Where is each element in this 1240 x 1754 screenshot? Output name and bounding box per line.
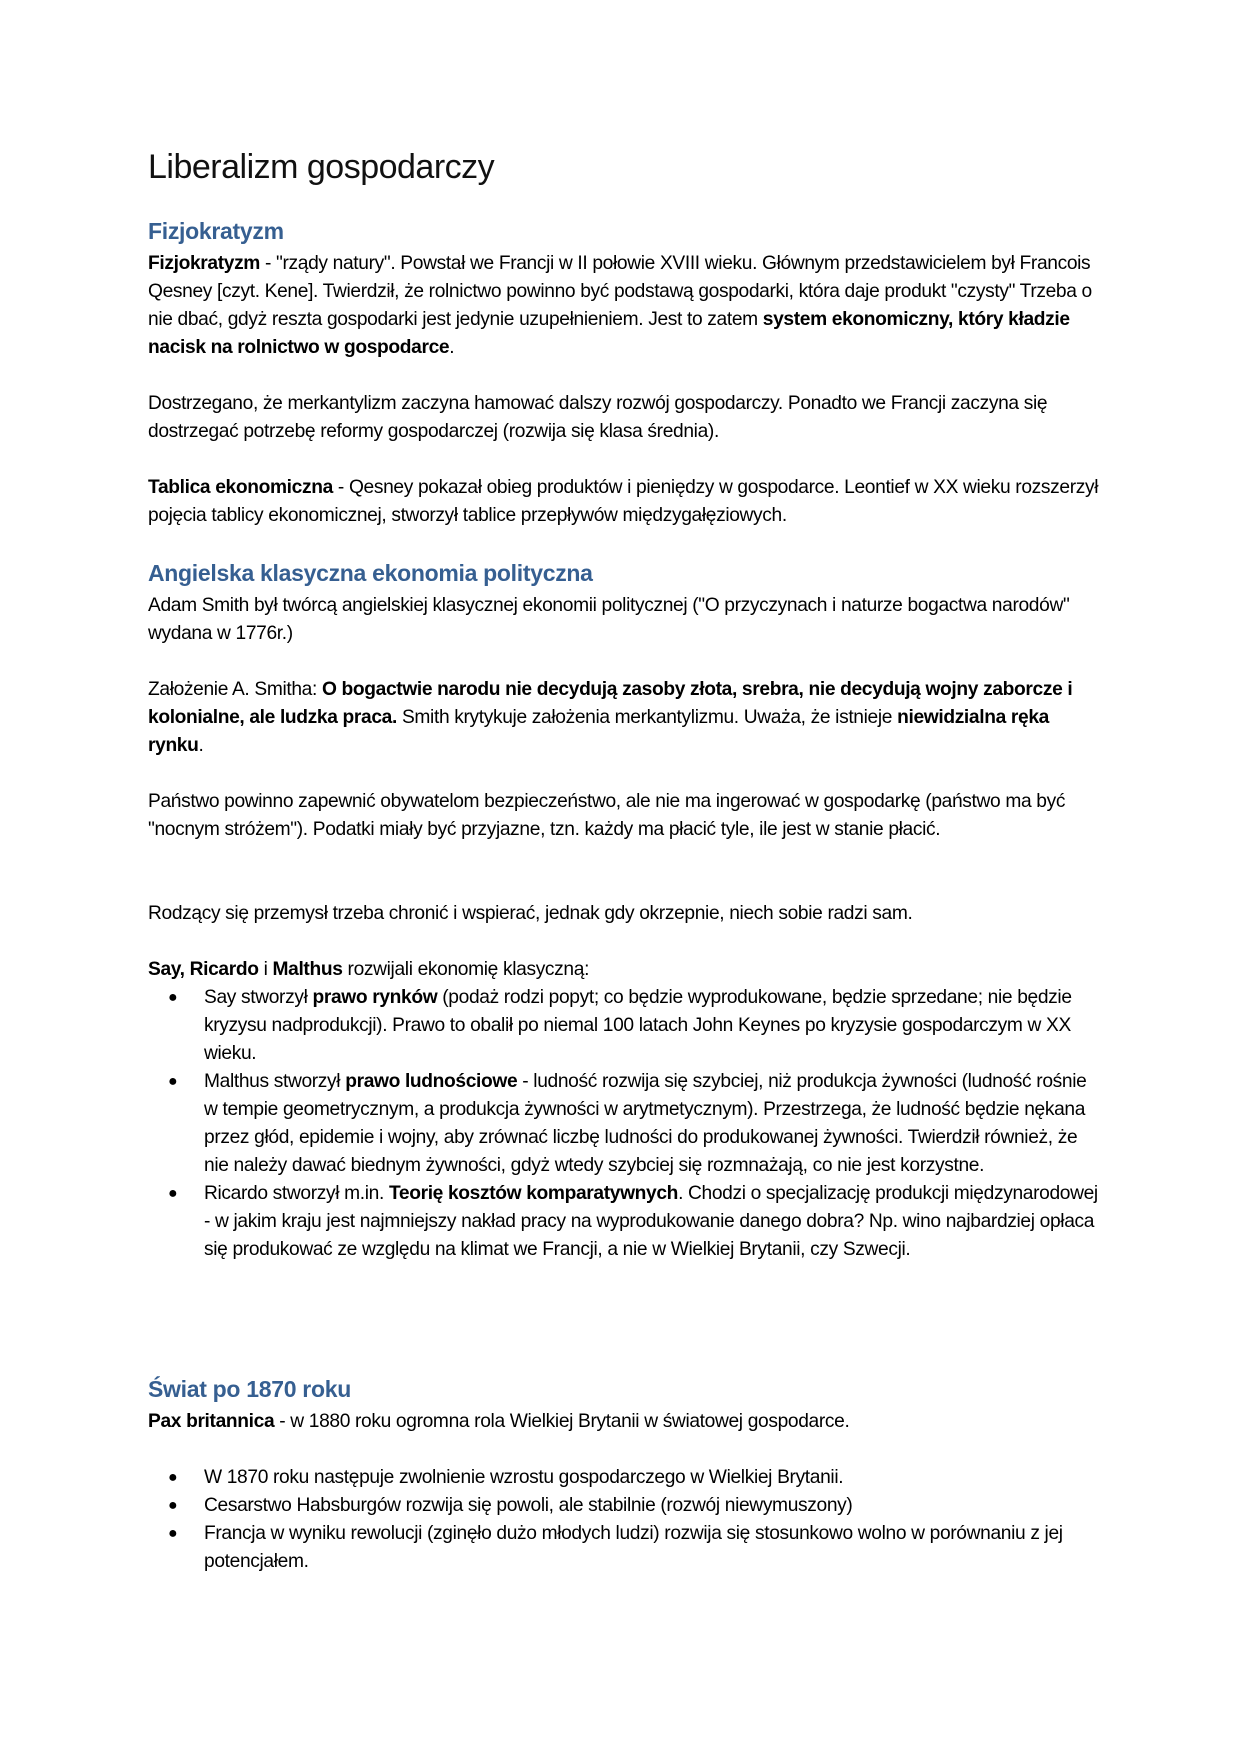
text-run: Malthus stworzył bbox=[204, 1071, 346, 1092]
bold-term: Fizjokratyzm bbox=[148, 253, 261, 274]
bullet-icon: ● bbox=[168, 1469, 178, 1486]
bullet-icon: ● bbox=[168, 1525, 178, 1542]
bullet-list-ekonomia-klasyczna bbox=[148, 984, 1100, 1264]
list-item-say bbox=[148, 984, 1100, 1068]
text-run: i bbox=[258, 959, 273, 980]
text-run: Say stworzył bbox=[204, 987, 313, 1008]
text-run: . Chodzi o specjalizację produkcji międzynarodowej - w jakim kraju jest najmniejszy nakład pracy na wyprodukowanie danego dobra? Np. wino najbardziej opłaca się produkować ze względu na klimat we Francji, a nie w Wielkiej Brytanii, czy Szwecji. bbox=[204, 1183, 1098, 1260]
text-run: - Qesney pokazał obieg produktów i pieniędzy w gospodarce. Leontief w XX wieku rozszerzył pojęcia tablicy ekonomicznej, stworzył tablice przepływów międzygałęziowych. bbox=[148, 477, 1099, 526]
bullet-icon: ● bbox=[168, 989, 178, 1006]
list-item-malthus bbox=[148, 1068, 1100, 1180]
bullet-list-swiat-po-1870 bbox=[148, 1464, 1100, 1576]
text-run: . bbox=[449, 337, 455, 358]
bold-term: Malthus bbox=[272, 959, 343, 980]
bold-term: prawo ludnościowe bbox=[345, 1071, 518, 1092]
text-run: Założenie A. Smitha: bbox=[148, 679, 322, 700]
list-item-habsburgowie bbox=[148, 1492, 1100, 1520]
bullet-icon: ● bbox=[168, 1497, 178, 1514]
bold-term: niewidzialna ręka rynku bbox=[148, 707, 1049, 756]
text-run: Adam Smith był twórcą angielskiej klasycznej ekonomii politycznej ("O przyczynach i naturze bogactwa narodów" wydana w 1776r.) bbox=[148, 595, 1070, 644]
paragraph-panstwo bbox=[148, 788, 1100, 844]
document-title: Liberalizm gospodarczy bbox=[148, 148, 495, 186]
text-run: W 1870 roku następuje zwolnienie wzrostu gospodarczego w Wielkiej Brytanii. bbox=[204, 1467, 844, 1488]
list-item-wielka-brytania bbox=[148, 1464, 1100, 1492]
section-heading-fizjokratyzm: Fizjokratyzm bbox=[148, 218, 284, 244]
paragraph-fizjokratyzm-definition bbox=[148, 250, 1100, 362]
paragraph-tablica-ekonomiczna bbox=[148, 474, 1100, 530]
bold-term: Tablica ekonomiczna bbox=[148, 477, 333, 498]
text-run: - w 1880 roku ogromna rola Wielkiej Brytanii w światowej gospodarce. bbox=[274, 1411, 850, 1432]
bold-term: Say, Ricardo bbox=[148, 959, 259, 980]
list-item-ricardo bbox=[148, 1180, 1100, 1264]
text-run: Ricardo stworzył m.in. bbox=[204, 1183, 389, 1204]
bold-term: Teorię kosztów komparatywnych bbox=[388, 1183, 679, 1204]
text-run: Cesarstwo Habsburgów rozwija się powoli, ale stabilnie (rozwój niewymuszony) bbox=[204, 1495, 853, 1516]
paragraph-say-ricardo-malthus bbox=[148, 956, 1100, 984]
paragraph-pax-britannica bbox=[148, 1408, 1100, 1436]
bold-term: Pax britannica bbox=[148, 1411, 275, 1432]
text-run: Rodzący się przemysł trzeba chronić i wspierać, jednak gdy okrzepnie, niech sobie radzi sam. bbox=[148, 903, 913, 924]
text-run: . bbox=[198, 735, 204, 756]
text-run: - ludność rozwija się szybciej, niż produkcja żywności (ludność rośnie w tempie geometrycznym, a produkcja żywności w arytmetycznym). Przestrzega, że ludność będzie nękana przez głód, epidemie i wojny, aby zrównać liczbę ludności do produkowanej żywności. Twierdził również, że nie należy dawać biednym żywności, gdyż wtedy szybciej się rozmnażają, co nie jest korzystne. bbox=[204, 1071, 1087, 1176]
bold-term: O bogactwie narodu nie decydują zasoby złota, srebra, nie decydują wojny zaborcze i kolonialne, ale ludzka praca. bbox=[148, 679, 1073, 728]
text-run: (podaż rodzi popyt; co będzie wyprodukowane, będzie sprzedane; nie będzie kryzysu nadprodukcji). Prawo to obalił po niemal 100 latach John Keynes po kryzysie gospodarczym w XX wieku. bbox=[204, 987, 1072, 1064]
text-run: Smith krytykuje założenia merkantylizmu. Uważa, że istnieje bbox=[396, 707, 898, 728]
bullet-icon: ● bbox=[168, 1073, 178, 1090]
section-heading-swiat-po-1870: Świat po 1870 roku bbox=[148, 1376, 351, 1402]
bullet-icon: ● bbox=[168, 1185, 178, 1202]
text-run: rozwijali ekonomię klasyczną: bbox=[342, 959, 590, 980]
section-heading-klasyczna-ekonomia: Angielska klasyczna ekonomia polityczna bbox=[148, 560, 593, 586]
text-run: Dostrzegano, że merkantylizm zaczyna hamować dalszy rozwój gospodarczy. Ponadto we Francji zaczyna się dostrzegać potrzebę reformy gospodarczej (rozwija się klasa średnia). bbox=[148, 393, 1048, 442]
text-run: - "rządy natury". Powstał we Francji w II połowie XVIII wieku. Głównym przedstawicielem był Francois Qesney [czyt. Kene]. Twierdził, że rolnictwo powinno być podstawą gospodarki, która daje produkt "czysty" Trzeba o nie dbać, gdyż reszta gospodarki jest jedynie uzupełnieniem. Jest to zatem bbox=[148, 253, 1092, 330]
bold-term: prawo rynków bbox=[312, 987, 438, 1008]
list-item-francja bbox=[148, 1520, 1100, 1576]
paragraph-zalozenie-smitha bbox=[148, 676, 1100, 760]
paragraph-merkantylizm bbox=[148, 390, 1100, 446]
bold-term: system ekonomiczny, który kładzie nacisk na rolnictwo w gospodarce bbox=[148, 309, 1070, 358]
paragraph-przemysl bbox=[148, 900, 1100, 928]
text-run: Francja w wyniku rewolucji (zginęło dużo młodych ludzi) rozwija się stosunkowo wolno w porównaniu z jej potencjałem. bbox=[204, 1523, 1063, 1572]
text-run: Państwo powinno zapewnić obywatelom bezpieczeństwo, ale nie ma ingerować w gospodarkę (państwo ma być "nocnym stróżem"). Podatki miały być przyjazne, tzn. każdy ma płacić tyle, ile jest w stanie płacić. bbox=[148, 791, 1066, 840]
paragraph-adam-smith bbox=[148, 592, 1100, 648]
